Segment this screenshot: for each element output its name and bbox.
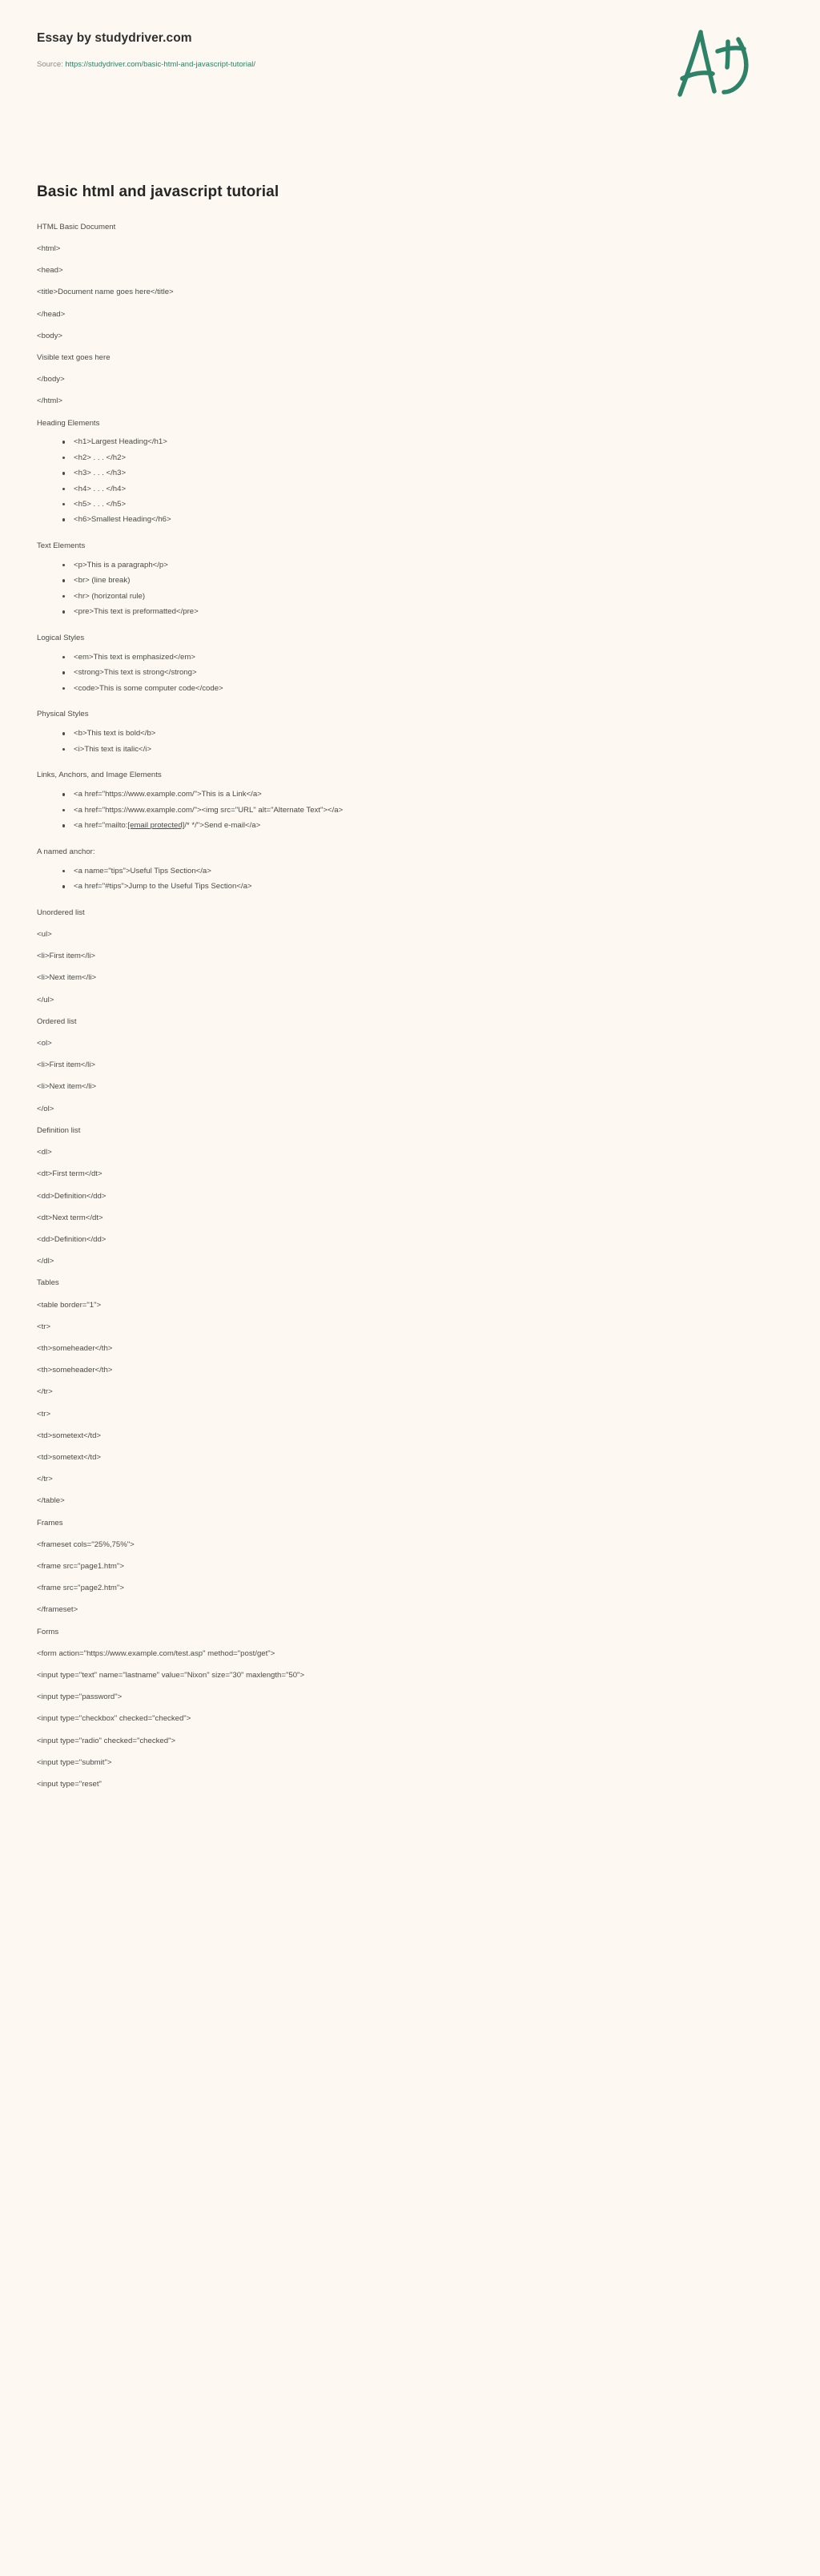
code-line: <input type="checkbox" checked="checked"> bbox=[37, 1714, 191, 1724]
list-item: <h5> . . . </h5> bbox=[37, 499, 783, 514]
source-label: Source: bbox=[37, 60, 63, 70]
code-line: <tr> bbox=[37, 1409, 51, 1419]
code-line: <head> bbox=[37, 266, 63, 276]
code-line: <frame src="page1.htm"> bbox=[37, 1561, 124, 1571]
code-line: <title>Document name goes here</title> bbox=[37, 288, 174, 297]
list-item: <a href="#tips">Jump to the Useful Tips Section</a> bbox=[37, 881, 783, 896]
list-item: <em>This text is emphasized</em> bbox=[37, 652, 783, 667]
code-line: </tr> bbox=[37, 1387, 53, 1397]
code-line: </frameset> bbox=[37, 1605, 78, 1615]
code-line: <input type="text" name="lastname" value="Nixon" size="30" maxlength="50"> bbox=[37, 1670, 305, 1680]
section-heading-logical-styles: Logical Styles bbox=[37, 633, 85, 642]
list-item: <h3> . . . </h3> bbox=[37, 468, 783, 483]
code-line: </tr> bbox=[37, 1475, 53, 1484]
code-line: <dl> bbox=[37, 1148, 52, 1157]
list-logical-styles bbox=[37, 644, 783, 698]
section-heading-forms: Forms bbox=[37, 1627, 59, 1636]
mailto-prefix: <a href="mailto: bbox=[74, 821, 128, 831]
list-item: <pre>This text is preformatted</pre> bbox=[37, 606, 783, 622]
section-heading-links-anchors-images: Links, Anchors, and Image Elements bbox=[37, 771, 162, 780]
code-line: <html> bbox=[37, 244, 61, 253]
list-item: <strong>This text is strong</strong> bbox=[37, 667, 783, 682]
code-line: </dl> bbox=[37, 1257, 54, 1266]
protected-email-text[interactable]: [email protected] bbox=[127, 821, 185, 831]
list-item: <code>This is some computer code</code> bbox=[37, 683, 783, 698]
list-item: <a name="tips">Useful Tips Section</a> bbox=[37, 866, 783, 881]
code-line: <input type="reset" bbox=[37, 1779, 102, 1789]
code-line: <ol> bbox=[37, 1039, 52, 1049]
a-plus-logo bbox=[668, 18, 764, 106]
list-physical-styles bbox=[37, 720, 783, 759]
list-heading-elements bbox=[37, 429, 783, 529]
page-title: Basic html and javascript tutorial bbox=[37, 183, 279, 200]
list-text-elements bbox=[37, 552, 783, 622]
code-line: <li>First item</li> bbox=[37, 952, 96, 961]
list-item: <h2> . . . </h2> bbox=[37, 453, 783, 468]
code-line: <table border="1"> bbox=[37, 1300, 102, 1310]
code-line: <dd>Definition</dd> bbox=[37, 1191, 107, 1201]
article-body bbox=[0, 183, 820, 1822]
section-heading-html-basic-document: HTML Basic Document bbox=[37, 222, 116, 231]
code-line: Visible text goes here bbox=[37, 352, 111, 362]
page-header bbox=[0, 0, 820, 120]
section-heading-heading-elements: Heading Elements bbox=[37, 418, 100, 428]
list-item: <h6>Smallest Heading</h6> bbox=[37, 514, 783, 529]
list-item: <a href="https://www.example.com/"><img src="URL" alt="Alternate Text"></a> bbox=[37, 805, 783, 820]
list-item: <a href="https://www.example.com/">This is a Link</a> bbox=[37, 789, 783, 804]
section-heading-text-elements: Text Elements bbox=[37, 541, 86, 551]
code-line: <input type="radio" checked="checked"> bbox=[37, 1736, 176, 1745]
code-line: <li>Next item</li> bbox=[37, 1082, 97, 1092]
code-line: </html> bbox=[37, 396, 62, 406]
code-line: <tr> bbox=[37, 1322, 51, 1331]
list-item: <b>This text is bold</b> bbox=[37, 728, 783, 743]
code-line: <ul> bbox=[37, 930, 52, 940]
code-line: <dt>Next term</dt> bbox=[37, 1213, 103, 1222]
code-line: <td>sometext</td> bbox=[37, 1452, 102, 1462]
list-item: <hr> (horizontal rule) bbox=[37, 591, 783, 606]
list-item-mailto bbox=[37, 820, 783, 835]
code-line: <li>First item</li> bbox=[37, 1061, 96, 1070]
list-item: <p>This is a paragraph</p> bbox=[37, 560, 783, 575]
section-heading-unordered-list: Unordered list bbox=[37, 908, 85, 917]
code-line: <form action="https://www.example.com/test.asp" method="post/get"> bbox=[37, 1648, 275, 1658]
list-links-anchors-images bbox=[37, 781, 783, 835]
section-heading-ordered-list: Ordered list bbox=[37, 1016, 77, 1026]
code-line: <input type="password"> bbox=[37, 1693, 123, 1702]
list-item: <h4> . . . </h4> bbox=[37, 484, 783, 499]
code-line: </ol> bbox=[37, 1104, 54, 1113]
code-line: <dt>First term</dt> bbox=[37, 1169, 102, 1179]
mailto-suffix: /* */">Send e-mail</a> bbox=[184, 821, 261, 831]
brand-title: Essay by studydriver.com bbox=[37, 31, 192, 45]
code-line: <td>sometext</td> bbox=[37, 1431, 102, 1440]
code-line: <th>someheader</th> bbox=[37, 1343, 113, 1353]
list-item: <i>This text is italic</i> bbox=[37, 744, 783, 759]
code-line: </head> bbox=[37, 309, 66, 319]
section-heading-named-anchor: A named anchor: bbox=[37, 847, 95, 856]
code-line: <th>someheader</th> bbox=[37, 1366, 113, 1375]
code-line: <frame src="page2.htm"> bbox=[37, 1584, 124, 1593]
code-line: <dd>Definition</dd> bbox=[37, 1234, 107, 1244]
source-url-link[interactable]: https://studydriver.com/basic-html-and-javascript-tutorial/ bbox=[65, 60, 255, 70]
list-item: <h1>Largest Heading</h1> bbox=[37, 437, 783, 452]
code-line: </table> bbox=[37, 1496, 65, 1506]
list-item: <br> (line break) bbox=[37, 575, 783, 590]
list-named-anchor bbox=[37, 858, 783, 897]
code-line: <input type="submit"> bbox=[37, 1757, 112, 1767]
code-line: </ul> bbox=[37, 995, 54, 1004]
code-line: </body> bbox=[37, 375, 65, 384]
section-heading-frames: Frames bbox=[37, 1518, 63, 1527]
section-heading-definition-list: Definition list bbox=[37, 1125, 81, 1135]
section-heading-tables: Tables bbox=[37, 1278, 59, 1288]
code-line: <frameset cols="25%,75%"> bbox=[37, 1540, 135, 1549]
code-line: <li>Next item</li> bbox=[37, 973, 97, 983]
code-line: <body> bbox=[37, 331, 63, 340]
section-heading-physical-styles: Physical Styles bbox=[37, 710, 89, 719]
